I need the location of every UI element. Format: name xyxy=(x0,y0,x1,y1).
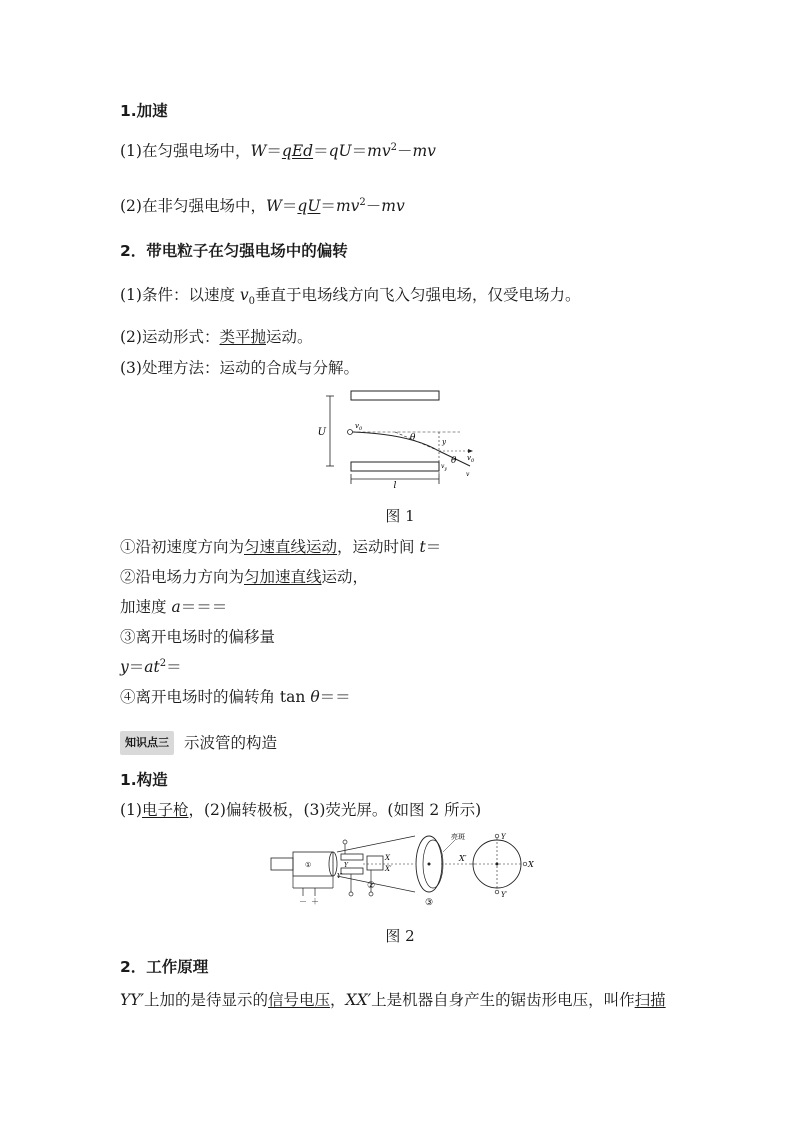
lower-plate xyxy=(351,462,439,471)
minus-sign: － xyxy=(299,897,307,906)
x-prime-label-screen: X′ xyxy=(459,854,467,863)
theta2-label: θ xyxy=(451,456,457,466)
x-plates xyxy=(367,856,383,870)
displacement-line: $y=at^2=$ xyxy=(120,657,182,676)
structure-line: (1)电子枪，(2)偏转极板，(3)荧光屏。(如图 2 所示) xyxy=(120,801,482,819)
electron-gun-cathode xyxy=(271,858,293,870)
step-3-line: ③离开电场时的偏移量 xyxy=(120,628,276,646)
vy-label: $v_y$ xyxy=(441,463,447,472)
heading-deflection: 2．带电粒子在匀强电场中的偏转 xyxy=(120,242,348,260)
knowledge-point-badge: 知识点三 xyxy=(120,731,174,755)
heading-principle: 2．工作原理 xyxy=(120,958,209,976)
section-title: 示波管的构造 xyxy=(184,734,278,752)
label-3: ③ xyxy=(425,898,434,908)
voltage-label: U xyxy=(317,427,326,438)
label-2: ② xyxy=(367,881,376,891)
v0-label: $v_0$ xyxy=(355,422,363,432)
step-4-line: ④离开电场时的偏转角 tan θ＝＝ xyxy=(120,688,351,706)
formula-uniform-field: (1)在匀强电场中，$W=qEd=qU=mv^2-mv$ xyxy=(120,141,436,160)
x-label-fig: X xyxy=(385,854,390,862)
y-label: y xyxy=(442,438,446,446)
x-prime-label-fig: X′ xyxy=(385,865,392,873)
upper-plate xyxy=(351,391,439,400)
x-label-screen: X xyxy=(528,860,534,869)
acceleration-line: 加速度 a＝＝＝ xyxy=(120,598,228,616)
condition-line: (1)条件：以速度 $v_0$垂直于电场线方向飞入匀强电场，仅受电场力。 xyxy=(120,286,581,308)
theta-label: θ xyxy=(410,433,416,443)
principle-line: YY′上加的是待显示的信号电压，XX′上是机器自身产生的锯齿形电压，叫作扫描 xyxy=(120,991,666,1009)
y-label-screen: Y xyxy=(501,833,506,841)
label-1: ① xyxy=(305,861,312,869)
heading-acceleration: 1.加速 xyxy=(120,102,168,120)
figure-2-oscilloscope-diagram xyxy=(265,830,540,910)
heading-structure: 1.构造 xyxy=(120,771,168,789)
v0b-label: $v_0$ xyxy=(467,454,475,464)
motion-form-line: (2)运动形式：类平抛运动。 xyxy=(120,328,313,346)
y-plate-top xyxy=(341,854,363,860)
knowledge-point-heading xyxy=(120,731,277,755)
y-label-fig: Y xyxy=(344,862,348,869)
figure-1-caption: 图 1 xyxy=(385,507,415,525)
bright-spot-label: 亮斑 xyxy=(451,833,465,841)
length-label: l xyxy=(393,481,397,490)
plus-sign: ＋ xyxy=(311,897,319,906)
v-label: v xyxy=(466,471,470,478)
y-prime-label-screen: Y′ xyxy=(501,891,508,899)
y-prime-label-fig: Y′ xyxy=(337,873,343,880)
trajectory-curve xyxy=(353,432,439,451)
method-line: (3)处理方法：运动的合成与分解。 xyxy=(120,359,359,377)
figure-1-deflection-diagram xyxy=(310,388,500,490)
electron-gun-body xyxy=(293,852,333,876)
particle-dot xyxy=(348,430,353,435)
figure-2-caption: 图 2 xyxy=(385,927,415,945)
formula-nonuniform-field: (2)在非匀强电场中，$W=qU=mv^2-mv$ xyxy=(120,196,405,215)
step-1-line: ①沿初速度方向为匀速直线运动，运动时间 t＝ xyxy=(120,538,442,556)
step-2-line: ②沿电场力方向为匀加速直线运动， xyxy=(120,568,369,586)
